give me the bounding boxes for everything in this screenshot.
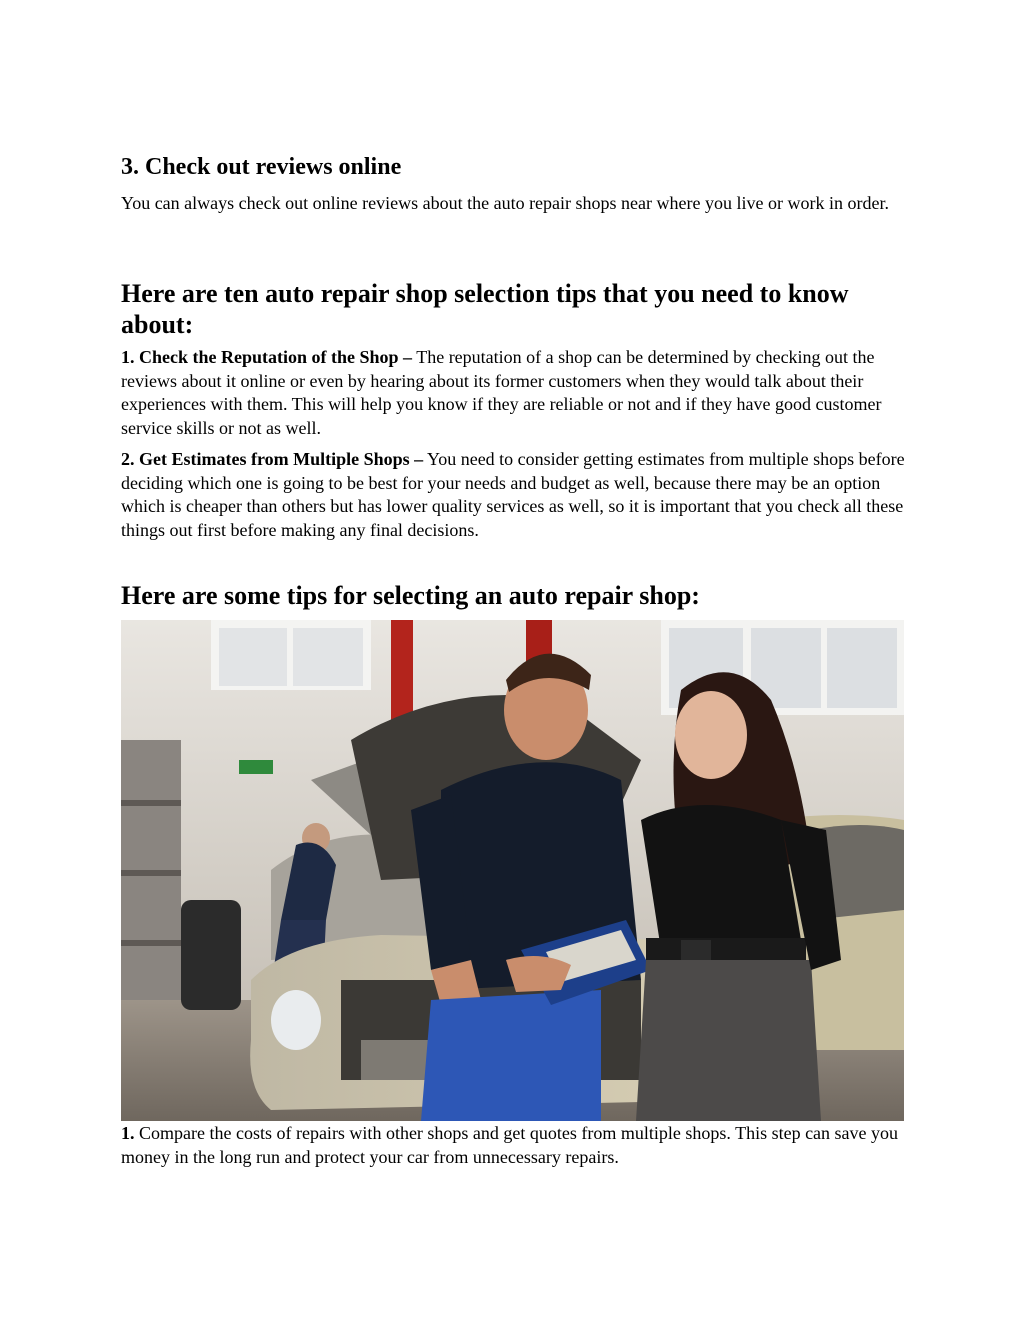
- photo-illustration: [121, 620, 904, 1121]
- tip-body-compare-costs: Compare the costs of repairs with other shops and get quotes from multiple shops. This step can save you money in the long run and protect your car from unnecessary repairs.: [121, 1123, 899, 1167]
- tip-title-estimates: 2. Get Estimates from Multiple Shops –: [121, 449, 424, 469]
- section-heading-check-reviews: 3. Check out reviews online: [121, 154, 402, 180]
- tip-body-reputation: The reputation of a shop can be determined by checking out the reviews about it online or even by hearing about its former customers when they would talk about their experiences with them. This will help you know if they are reliable or not and if they have good customer service skills or not as well.: [121, 347, 882, 438]
- section-heading-ten-tips: Here are ten auto repair shop selection tips that you need to know about:: [121, 279, 849, 339]
- section-paragraph-check-reviews: You can always check out online reviews about the auto repair shops near where you live or work in order.: [121, 193, 889, 213]
- tip-title-reputation: 1. Check the Reputation of the Shop –: [121, 347, 413, 367]
- tip-paragraph-estimates: [121, 448, 905, 542]
- tip-paragraph-reputation: [121, 346, 905, 440]
- section-heading-some-tips: Here are some tips for selecting an auto repair shop:: [121, 581, 700, 610]
- auto-repair-shop-photo: [121, 620, 904, 1121]
- tip-body-estimates: You need to consider getting estimates from multiple shops before deciding which one is going to be best for your needs and budget as well, because there may be an option which is cheaper than others but has lower quality services as well, so it is important that you check all these things out first before making any final decisions.: [121, 449, 905, 540]
- tip-number: 1.: [121, 1123, 135, 1143]
- tip-paragraph-compare-costs: [121, 1122, 905, 1169]
